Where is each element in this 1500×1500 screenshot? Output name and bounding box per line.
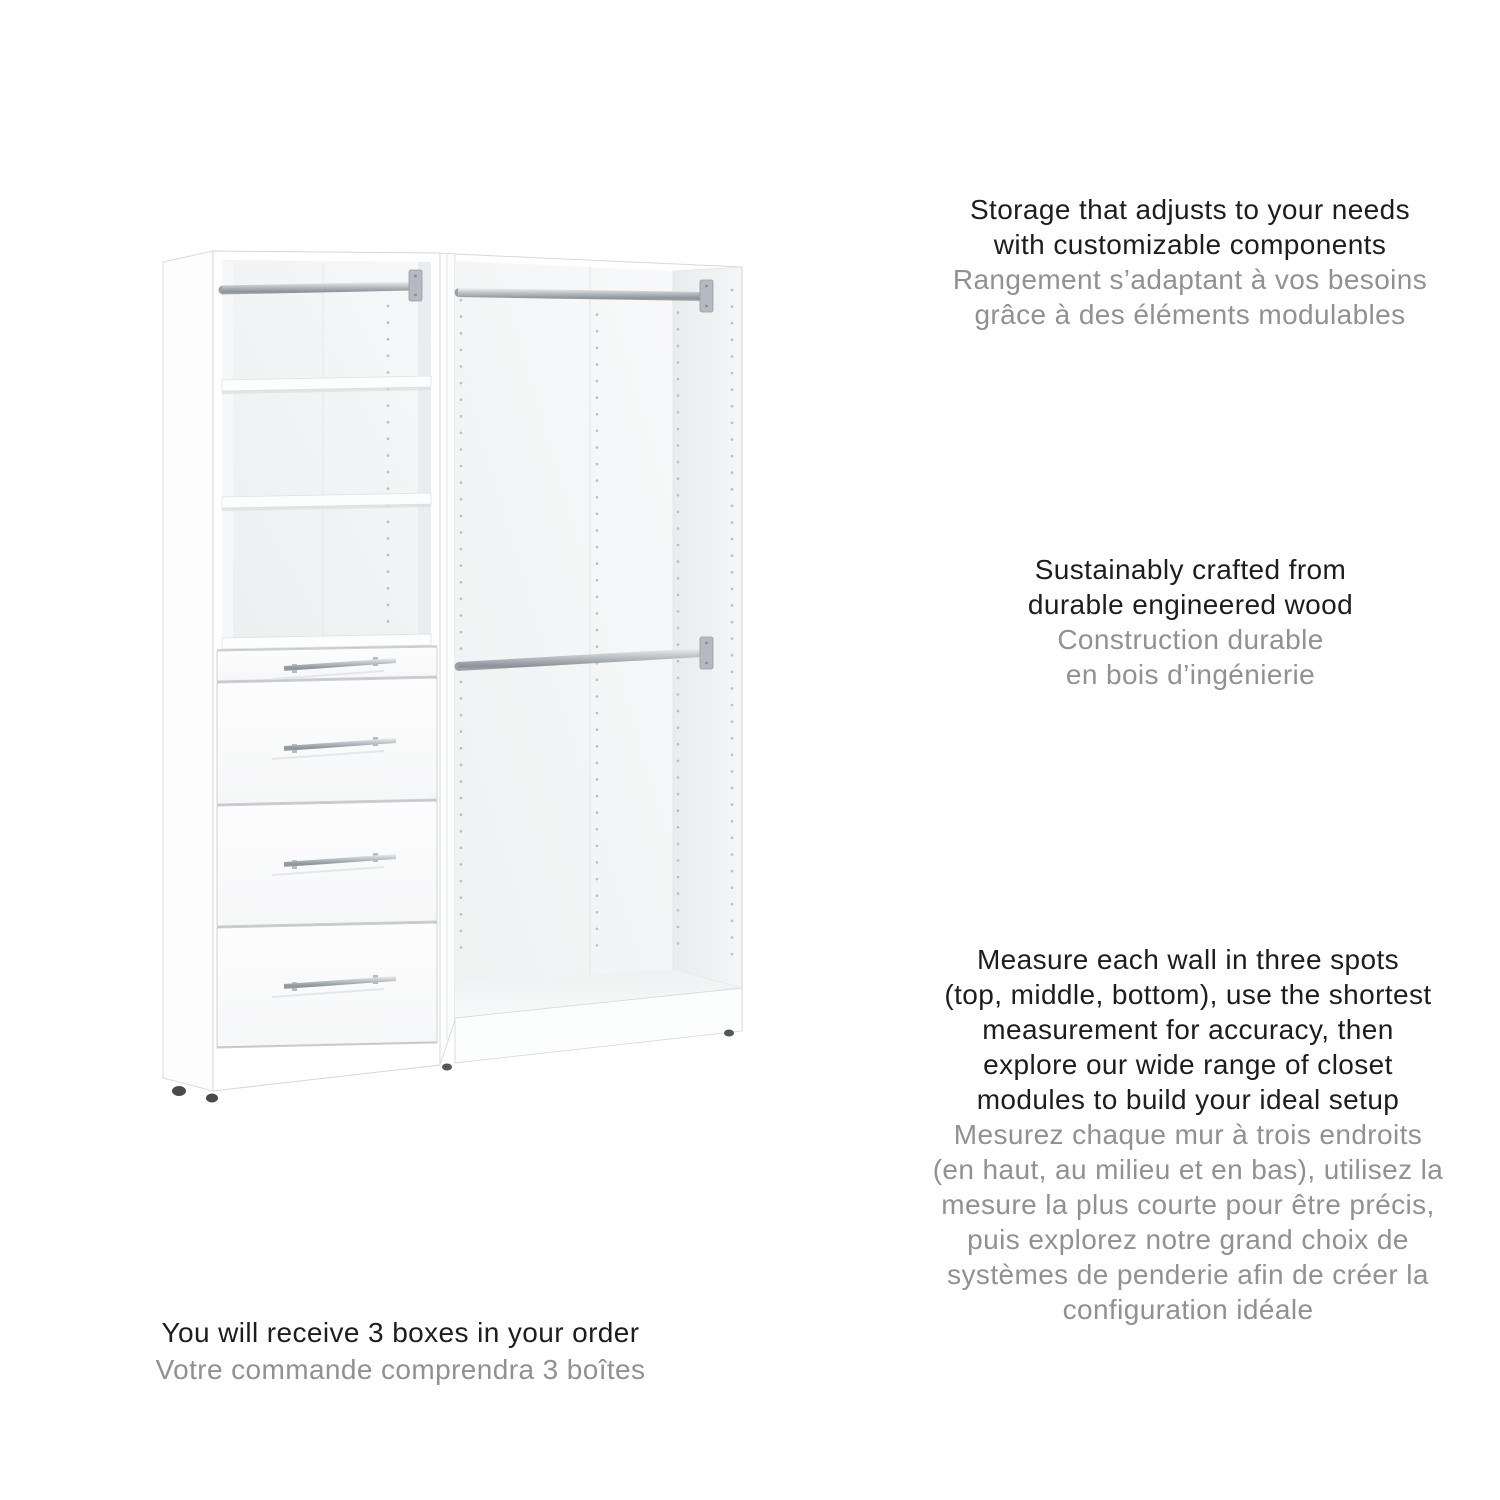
tower-interior-left-wall — [222, 260, 233, 650]
hanging-section — [455, 254, 743, 1063]
feature-measure-en-line-2: (top, middle, bottom), use the shortest — [944, 979, 1432, 1010]
feature-measure-fr-line-2: (en haut, au milieu et en bas), utilisez la — [932, 1154, 1444, 1185]
tower-interior-back-panel — [222, 260, 431, 650]
feature-adjustable-fr-line-1: Rangement s’adaptant à vos besoins — [952, 264, 1428, 295]
feature-adjustable-en-line-1: Storage that adjusts to your needs — [969, 194, 1411, 225]
feature-adjustable-fr-line-2: grâce à des éléments modulables — [974, 299, 1406, 330]
feature-block-adjustable — [940, 192, 1440, 332]
left-side-panel — [163, 251, 213, 1091]
feature-measure-en-line-5: modules to build your ideal setup — [976, 1084, 1400, 1115]
drawer-2 — [217, 678, 437, 804]
drawer-stack — [217, 647, 437, 1048]
hanging-section-back-panel — [455, 261, 673, 983]
feature-measure-fr-line-3: mesure la plus courte pour être précis, — [941, 1189, 1435, 1220]
feature-measure-en-line-1: Measure each wall in three spots — [976, 944, 1400, 975]
right-side-panel-interior — [673, 267, 742, 988]
feature-sustainable-fr-line-2: en bois d’ingénierie — [1065, 659, 1316, 690]
feature-measure-fr-line-4: puis explorez notre grand choix de — [967, 1224, 1409, 1255]
order-note-fr: Votre commande comprendra 3 boîtes — [155, 1354, 646, 1385]
feature-measure-fr-line-1: Mesurez chaque mur à trois endroits — [953, 1119, 1423, 1150]
feature-block-sustainable — [938, 552, 1443, 692]
feature-block-measure — [898, 942, 1478, 1327]
divider-panel — [440, 253, 455, 1065]
feature-sustainable-fr-line-1: Construction durable — [1057, 624, 1324, 655]
shelf-tower — [213, 251, 440, 1091]
order-note-en: You will receive 3 boxes in your order — [161, 1317, 640, 1348]
feature-sustainable-en-line-1: Sustainably crafted from — [1034, 554, 1347, 585]
feature-adjustable-en-line-2: with customizable components — [993, 229, 1387, 260]
feature-measure-fr-line-6: configuration idéale — [1062, 1294, 1314, 1325]
feature-measure-fr-line-5: systèmes de penderie afin de créer la — [947, 1259, 1429, 1290]
order-note — [118, 1314, 683, 1388]
feature-measure-en-line-3: measurement for accuracy, then — [982, 1014, 1394, 1045]
feature-measure-en-line-4: explore our wide range of closet — [983, 1049, 1393, 1080]
tower-interior-right-wall — [418, 262, 431, 646]
feature-sustainable-en-line-2: durable engineered wood — [1027, 589, 1354, 620]
